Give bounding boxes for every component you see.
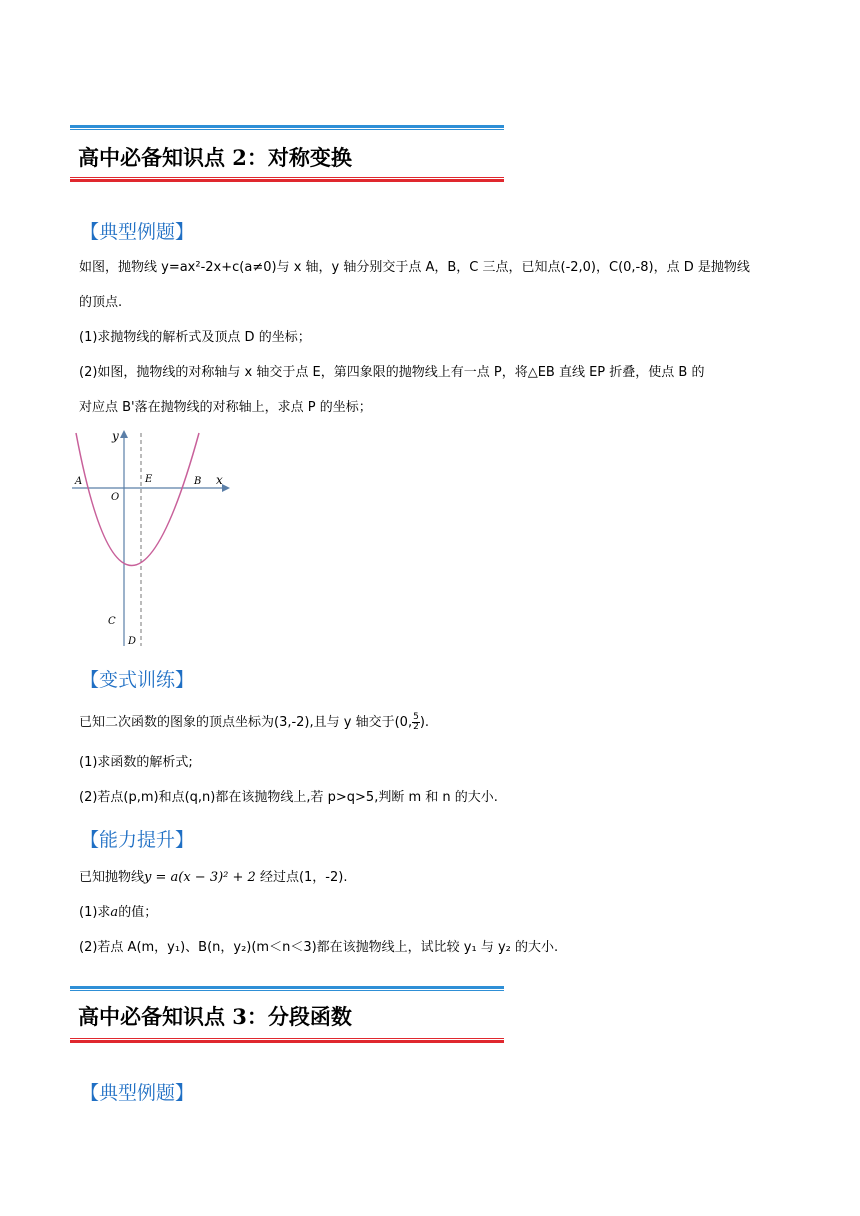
ability-intro-text: 已知抛物线 (79, 870, 145, 885)
header-top-rule (70, 986, 504, 991)
example-line-2: 的顶点. (79, 295, 123, 310)
fraction-numerator: 5 (413, 712, 419, 722)
fraction (412, 713, 420, 732)
point-c-label: C (108, 616, 116, 627)
header-top-rule (70, 125, 504, 130)
y-axis-label: y (112, 429, 119, 443)
example-tag: 【典型例题】 (80, 221, 195, 243)
example-line-1: 如图，抛物线 y=ax²-2x+c(a≠0)与 x 轴，y 轴分别交于点 A，B，C 三点，已知点(-2,0)，C(0,-8)，点 D 是抛物线 (79, 260, 750, 275)
ability-tag: 【能力提升】 (80, 829, 195, 851)
header-bottom-rule (70, 1038, 504, 1043)
section-title: 高中必备知识点 2：对称变换 (78, 145, 352, 170)
variant-intro (79, 713, 429, 733)
point-a-label: A (75, 476, 83, 487)
ability-question-2: (2)若点 A(m，y₁)、B(n，y₂)(m＜n＜3)都在该抛物线上，试比较 y₁ 与 y₂ 的大小. (79, 940, 559, 955)
ability-q1-text: (1)求 (79, 905, 111, 920)
example-question-2-line-1: (2)如图，抛物线的对称轴与 x 轴交于点 E，第四象限的抛物线上有一点 P，将△EB 直线 EP 折叠，使点 B 的 (79, 365, 705, 380)
section-title: 高中必备知识点 3：分段函数 (78, 1004, 352, 1029)
example-tag-2: 【典型例题】 (80, 1082, 195, 1104)
parabola-figure (72, 428, 232, 650)
variant-intro-end: ). (419, 715, 430, 730)
ability-intro-end: 经过点(1，-2). (255, 870, 348, 885)
ability-q1-variable: a (110, 905, 119, 920)
fraction-denominator: 2 (413, 722, 419, 732)
parabola-curve (76, 433, 202, 566)
section-header-2 (70, 125, 504, 183)
variant-tag: 【变式训练】 (80, 669, 195, 691)
point-d-label: D (128, 636, 137, 647)
variant-question-1: (1)求函数的解析式; (79, 755, 193, 770)
x-axis-label: x (216, 473, 223, 487)
example-question-2-line-2: 对应点 B'落在抛物线的对称轴上，求点 P 的坐标； (79, 400, 372, 415)
example-question-1: (1)求抛物线的解析式及顶点 D 的坐标； (79, 330, 311, 345)
variant-question-2: (2)若点(p,m)和点(q,n)都在该抛物线上,若 p>q>5,判断 m 和 n 的大小. (79, 790, 498, 805)
y-axis-arrow (120, 430, 128, 438)
parabola-svg (72, 428, 232, 650)
ability-intro (79, 868, 347, 888)
ability-formula: y = a(x − 3)² + 2 (144, 870, 256, 885)
ability-question-1 (79, 903, 157, 923)
section-header-3 (70, 986, 504, 1044)
ability-q1-end: 的值； (118, 905, 158, 920)
point-b-label: B (194, 476, 202, 487)
origin-label: O (111, 492, 120, 503)
header-bottom-rule (70, 177, 504, 182)
variant-intro-text: 已知二次函数的图象的顶点坐标为(3,-2),且与 y 轴交于(0, (79, 715, 413, 730)
x-axis-arrow (222, 484, 230, 492)
point-e-label: E (145, 474, 153, 485)
